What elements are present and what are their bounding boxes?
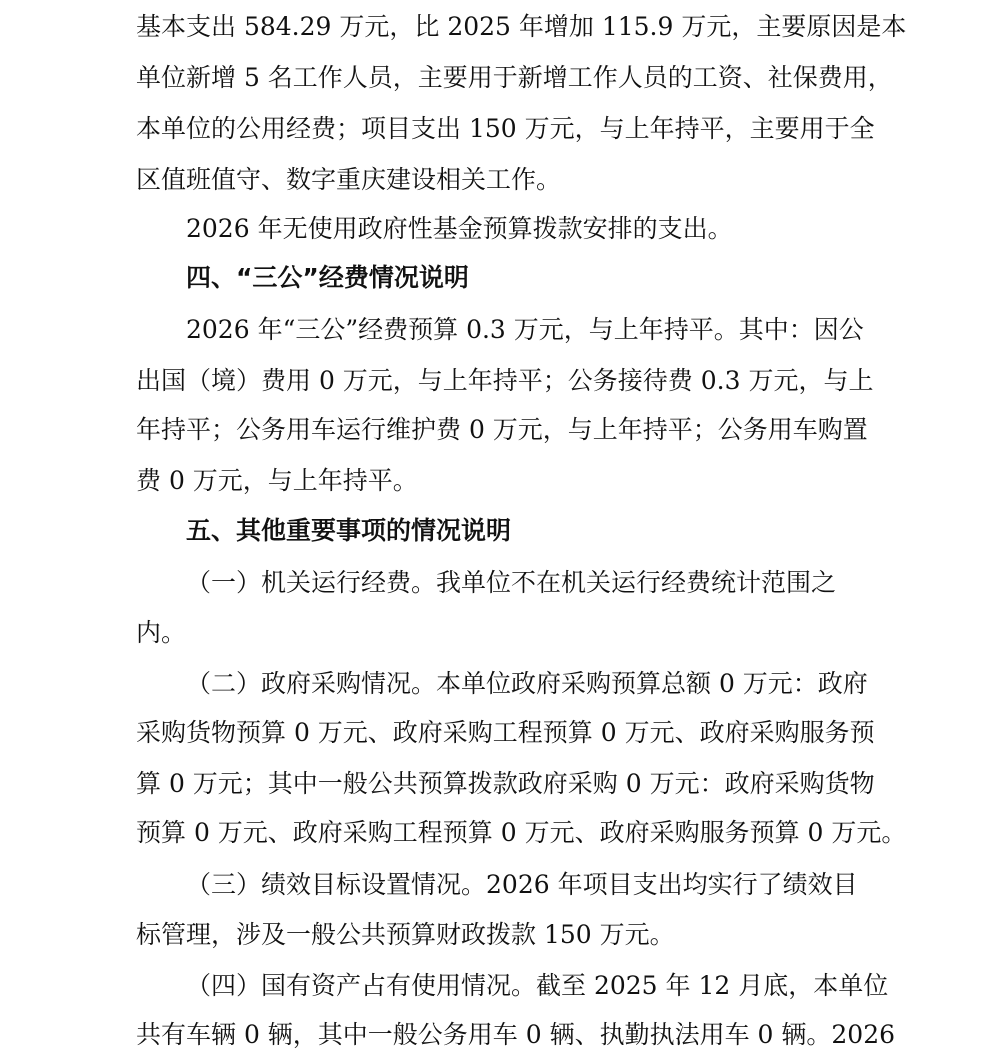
paragraph-line: （一）机关运行经费。我单位不在机关运行经费统计范围之 [186, 568, 837, 597]
paragraph-line: 单位新增 5 名工作人员，主要用于新增工作人员的工资、社保费用， [136, 63, 893, 92]
paragraph-line: 预算 0 万元、政府采购工程预算 0 万元、政府采购服务预算 0 万元。 [136, 818, 907, 847]
paragraph-line: 共有车辆 0 辆，其中一般公务用车 0 辆、执勤执法用车 0 辆。2026 [136, 1020, 896, 1049]
paragraph-line: 基本支出 584.29 万元，比 2025 年增加 115.9 万元，主要原因是本 [136, 12, 907, 41]
paragraph-line: 标管理，涉及一般公共预算财政拨款 150 万元。 [136, 920, 675, 949]
paragraph-line: 采购货物预算 0 万元、政府采购工程预算 0 万元、政府采购服务预 [136, 718, 875, 747]
paragraph-line: 本单位的公用经费；项目支出 150 万元，与上年持平，主要用于全 [136, 114, 875, 143]
section-heading: 四、“三公”经费情况说明 [186, 263, 469, 292]
paragraph-line: 算 0 万元；其中一般公共预算拨款政府采购 0 万元：政府采购货物 [136, 769, 875, 798]
paragraph-line: 区值班值守、数字重庆建设相关工作。 [136, 165, 562, 194]
paragraph-line: 2026 年无使用政府性基金预算拨款安排的支出。 [186, 214, 733, 243]
paragraph-line: 年持平；公务用车运行维护费 0 万元，与上年持平；公务用车购置 [136, 415, 868, 444]
paragraph-line: 内。 [136, 618, 187, 647]
paragraph-line: （二）政府采购情况。本单位政府采购预算总额 0 万元：政府 [186, 669, 868, 698]
paragraph-line: 费 0 万元，与上年持平。 [136, 466, 418, 495]
paragraph-line: 出国（境）费用 0 万元，与上年持平；公务接待费 0.3 万元，与上 [136, 366, 874, 395]
section-heading: 五、其他重要事项的情况说明 [186, 516, 512, 545]
paragraph-line: （四）国有资产占有使用情况。截至 2025 年 12 月底，本单位 [186, 971, 889, 1000]
paragraph-line: （三）绩效目标设置情况。2026 年项目支出均实行了绩效目 [186, 870, 858, 899]
paragraph-line: 2026 年“三公”经费预算 0.3 万元，与上年持平。其中：因公 [186, 315, 864, 344]
